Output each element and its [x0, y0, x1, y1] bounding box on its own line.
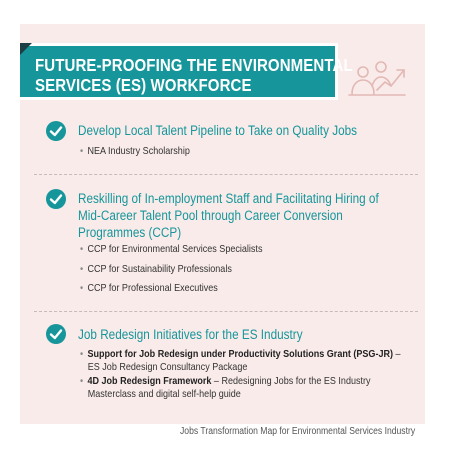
dashed-divider	[34, 174, 418, 175]
list-item: • NEA Industry Scholarship	[80, 145, 190, 157]
list-item: • CCP for Professional Executives	[80, 282, 218, 294]
check-circle-icon	[46, 189, 66, 209]
list-item: • 4D Job Redesign Framework – Redesigning Jobs for the ES Industry Masterclass and digital self-help guide	[80, 375, 371, 400]
title-banner	[20, 43, 353, 100]
people-growth-chart-icon	[347, 52, 407, 97]
banner-fold-corner	[20, 43, 32, 55]
banner-title-line-2: SERVICES (ES) WORKFORCE	[35, 75, 252, 95]
section-title: Develop Local Talent Pipeline to Take on Quality Jobs	[78, 123, 358, 138]
check-circle-icon	[46, 324, 66, 344]
banner-title-line-1: FUTURE-PROOFING THE ENVIRONMENTAL	[35, 55, 353, 75]
section-title: Reskilling of In-employment Staff and Facilitating Hiring of Mid-Career Talent Pool through Career Conversion Programmes (CCP)	[78, 191, 379, 240]
list-item: • Support for Job Redesign under Productivity Solutions Grant (PSG-JR) – ES Job Redesign Consultancy Package	[80, 348, 401, 373]
list-item: • CCP for Environmental Services Specialists	[80, 243, 263, 255]
section-title: Job Redesign Initiatives for the ES Industry	[78, 327, 303, 342]
dashed-divider	[34, 311, 418, 312]
list-item: • CCP for Sustainability Professionals	[80, 263, 232, 275]
check-circle-icon	[46, 121, 66, 141]
footer-caption: Jobs Transformation Map for Environmental Services Industry	[180, 426, 416, 437]
